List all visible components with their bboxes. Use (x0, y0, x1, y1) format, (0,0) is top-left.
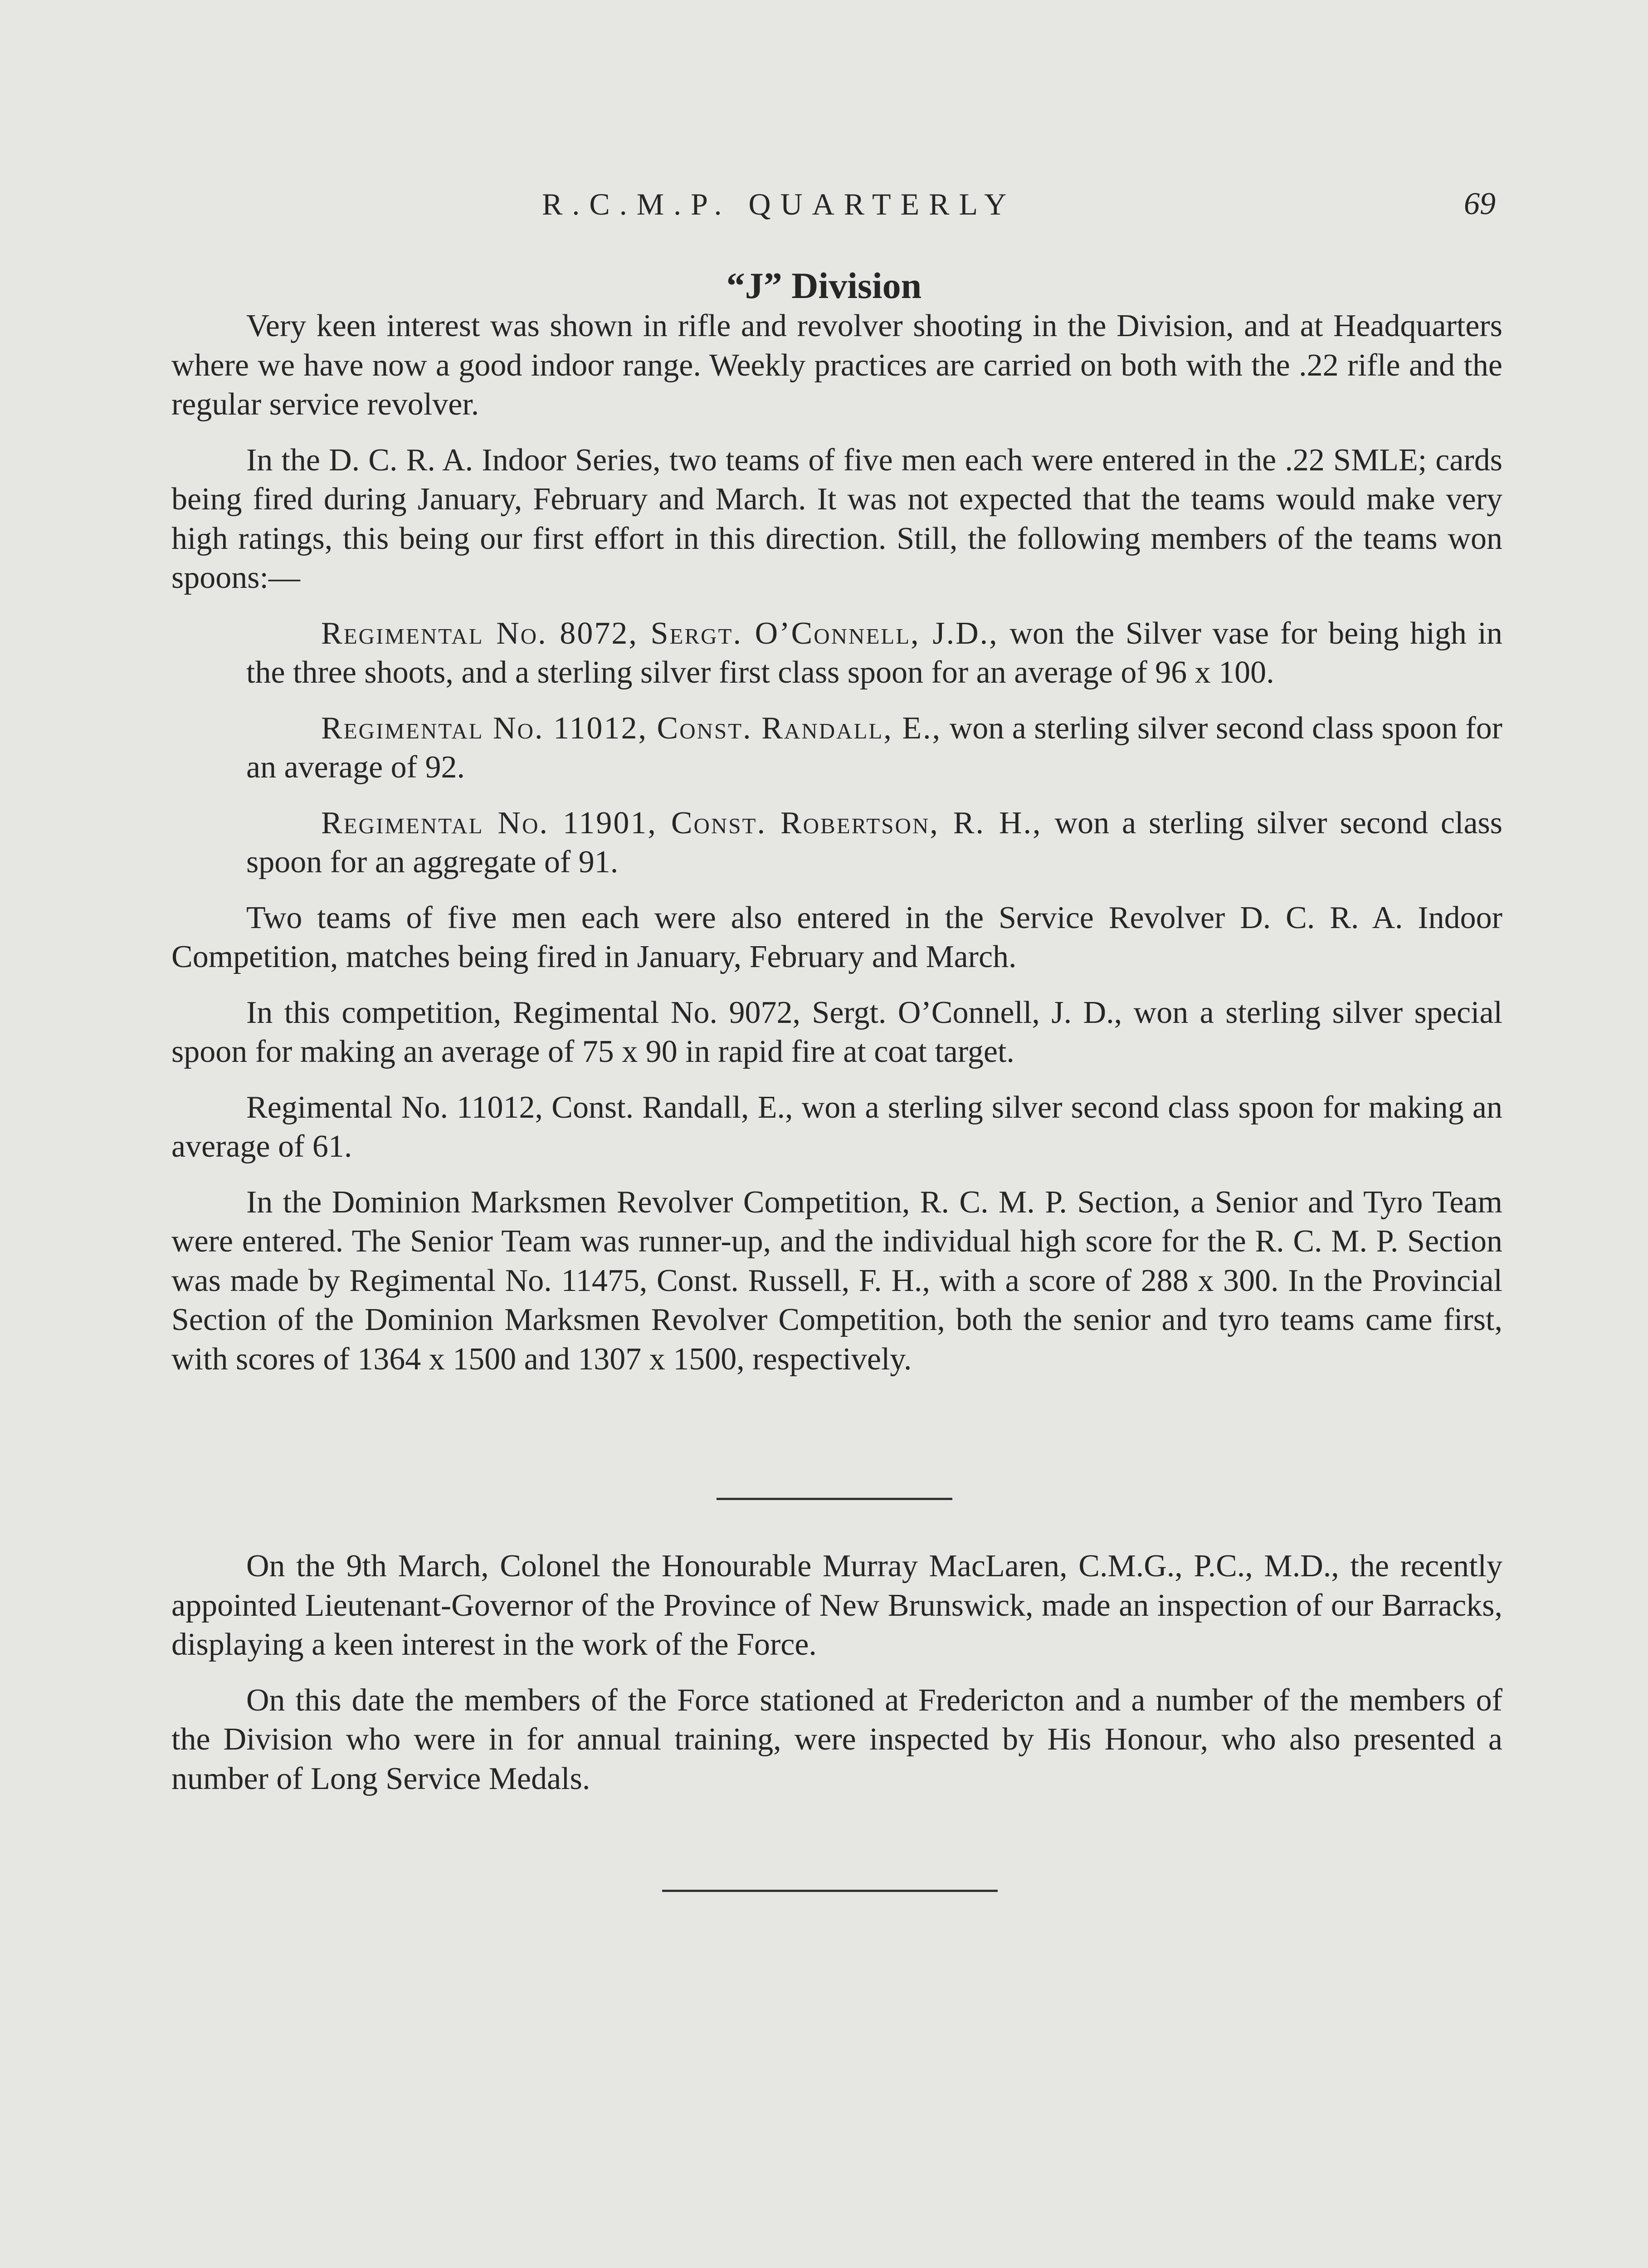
paragraph: On this date the members of the Force stationed at Fredericton and a number of the members of the Division who were in for annual training, were inspected by His Honour, who also presented a number of Long Service Medals. (171, 1682, 1502, 1796)
section-heading: “J” Division (726, 265, 922, 306)
running-head (0, 179, 1648, 229)
article-body-continued (171, 1547, 1502, 1815)
award-entry (246, 709, 1502, 787)
award-description: won the Silver vase for being high in the three shoots, and a sterling silver first class spoon for an average of 96 x 100. (246, 616, 1502, 690)
article-body (171, 307, 1502, 1395)
award-entry (246, 804, 1502, 882)
award-recipient: Regimental No. 11012, Const. Randall, E., (321, 710, 942, 746)
award-description: won a sterling silver second class spoon for an aggregate of 91. (246, 805, 1502, 880)
award-description: won a sterling silver second class spoon for an average of 92. (246, 710, 1502, 785)
paragraph: On the 9th March, Colonel the Honourable Murray MacLaren, C.M.G., P.C., M.D., the recently appointed Lieutenant-Governor of the Province of New Brunswick, made an inspection of our Barracks, displaying a keen interest in the work of the Force. (171, 1549, 1502, 1662)
page-number: 69 (1464, 186, 1496, 221)
award-recipient: Regimental No. 8072, Sergt. O’Connell, J.D., (321, 616, 999, 651)
paragraph: In the D. C. R. A. Indoor Series, two teams of five men each were entered in the .22 SMLE; cards being fired during January, February and March. It was not expected that the teams would make very high ratings, this being our first effort in this direction. Still, the following members of the teams won spoons:— (171, 442, 1502, 595)
section-divider (717, 1498, 952, 1500)
award-recipient: Regimental No. 11901, Const. Robertson, R. H., (321, 805, 1042, 841)
award-entry (246, 614, 1502, 693)
paragraph: Very keen interest was shown in rifle and revolver shooting in the Division, and at Headquarters where we have now a good indoor range. Weekly practices are carried on both with the .22 rifle and the regular service revolver. (171, 308, 1502, 422)
paragraph: Two teams of five men each were also entered in the Service Revolver D. C. R. A. Indoor Competition, matches being fired in January, February and March. (171, 900, 1502, 974)
paragraph: In this competition, Regimental No. 9072, Sergt. O’Connell, J. D., won a sterling silver special spoon for making an average of 75 x 90 in rapid fire at coat target. (171, 995, 1502, 1069)
end-divider (662, 1890, 998, 1892)
paragraph: In the Dominion Marksmen Revolver Competition, R. C. M. P. Section, a Senior and Tyro Team were entered. The Senior Team was runner-up, and the individual high score for the R. C. M. P. Section was made by Regimental No. 11475, Const. Russell, F. H., with a score of 288 x 300. In the Provincial Section of the Dominion Marksmen Revolver Competition, both the senior and tyro teams came first, with scores of 1364 x 1500 and 1307 x 1500, respectively. (171, 1184, 1502, 1377)
paragraph: Regimental No. 11012, Const. Randall, E., won a sterling silver second class spoon for making an average of 61. (171, 1090, 1502, 1164)
journal-title: R.C.M.P. QUARTERLY (542, 187, 1016, 221)
